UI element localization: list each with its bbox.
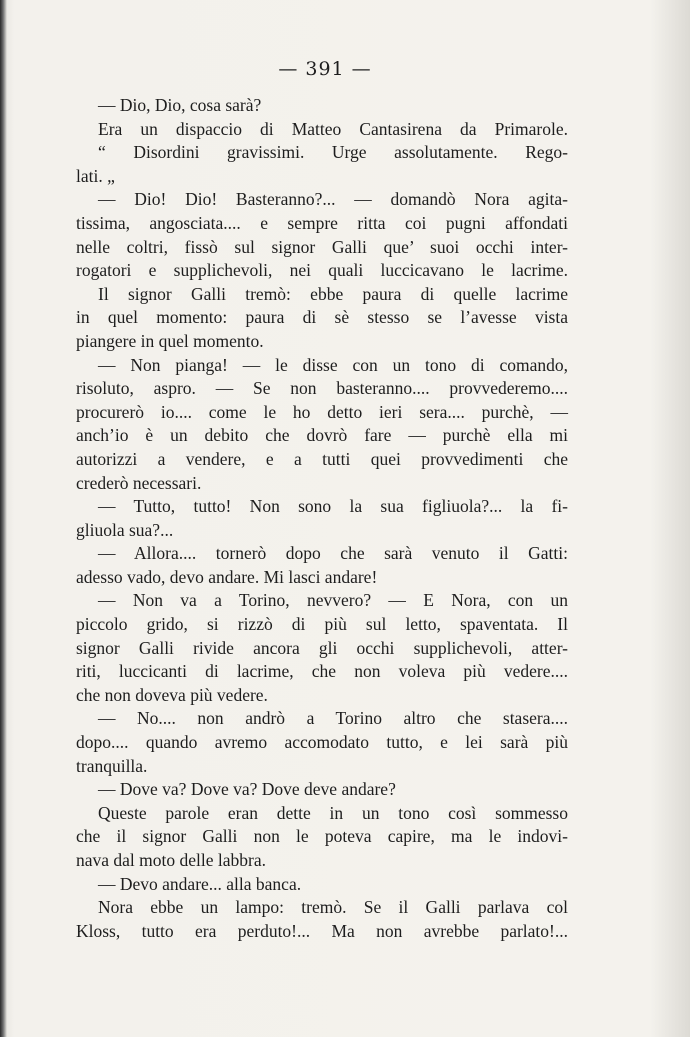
text-line: risoluto, aspro. — Se non basteranno.... provvederemo.... — [76, 378, 568, 399]
text-line: procurerò io.... come le ho detto ieri sera.... purchè, — — [76, 401, 568, 422]
text-line: piccolo grido, si rizzò di più sul letto, spaventata. Il — [76, 614, 568, 635]
text-line: gliuola sua?... — [76, 519, 174, 540]
text-line: piangere in quel momento. — [76, 330, 264, 351]
body-text — [76, 94, 568, 943]
text-line: lati. „ — [76, 165, 115, 186]
text-line: dopo.... quando avremo accomodato tutto, e lei sarà più — [76, 732, 568, 753]
text-line: “ Disordini gravissimi. Urge assolutamente. Rego- — [98, 142, 568, 163]
text-line: tranquilla. — [76, 755, 148, 776]
text-line: riti, luccicanti di lacrime, che non voleva più vedere.... — [76, 661, 568, 682]
text-line: Queste parole eran dette in un tono così sommesso — [98, 802, 568, 823]
text-line: — Allora.... tornerò dopo che sarà venuto il Gatti: — [98, 543, 568, 564]
text-line: crederò necessari. — [76, 472, 202, 493]
text-line: signor Galli rivide ancora gli occhi supplichevoli, atter- — [76, 637, 568, 658]
text-line: Nora ebbe un lampo: tremò. Se il Galli parlava col — [98, 897, 568, 918]
text-line: — No.... non andrò a Torino altro che stasera.... — [98, 708, 568, 729]
text-line: rogatori e supplichevoli, nei quali luccicavano le lacrime. — [76, 260, 568, 281]
text-line: nava dal moto delle labbra. — [76, 850, 266, 870]
text-line: autorizzi a vendere, e a tutti quei provvedimenti che — [76, 448, 568, 469]
text-line: che il signor Galli non le poteva capire, ma le indovi- — [76, 826, 568, 847]
text-line: — Non pianga! — le disse con un tono di comando, — [98, 354, 568, 375]
text-line: — Dio, Dio, cosa sarà? — [98, 95, 262, 115]
text-line: in quel momento: paura di sè stesso se l’avesse vista — [76, 307, 568, 328]
text-line: — Tutto, tutto! Non sono la sua figliuola?... la fi- — [98, 496, 568, 517]
text-line: — Dove va? Dove va? Dove deve andare? — [98, 779, 396, 800]
text-line: — Non va a Torino, nevvero? — E Nora, con un — [98, 590, 568, 611]
text-line: — Dio! Dio! Basteranno?... — domandò Nora agita- — [98, 189, 568, 210]
text-line: Il signor Galli tremò: ebbe paura di quelle lacrime — [98, 283, 568, 304]
text-line: Kloss, tutto era perduto!... Ma non avrebbe parlato!... — [76, 920, 568, 941]
text-line: nelle coltri, fissò sul signor Galli que’ suoi occhi inter- — [76, 236, 568, 257]
text-line: che non doveva più vedere. — [76, 684, 268, 705]
page-binding-edge — [0, 0, 7, 1037]
text-line: — Devo andare... alla banca. — [98, 873, 302, 894]
text-line: adesso vado, devo andare. Mi lasci andare! — [76, 566, 378, 587]
page-number: — 391 — — [278, 58, 372, 80]
text-line: tissima, angosciata.... e sempre ritta coi pugni affondati — [76, 212, 568, 233]
text-line: anch’io è un debito che dovrò fare — purchè ella mi — [76, 425, 568, 446]
text-line: Era un dispaccio di Matteo Cantasirena da Primarole. — [98, 118, 568, 139]
